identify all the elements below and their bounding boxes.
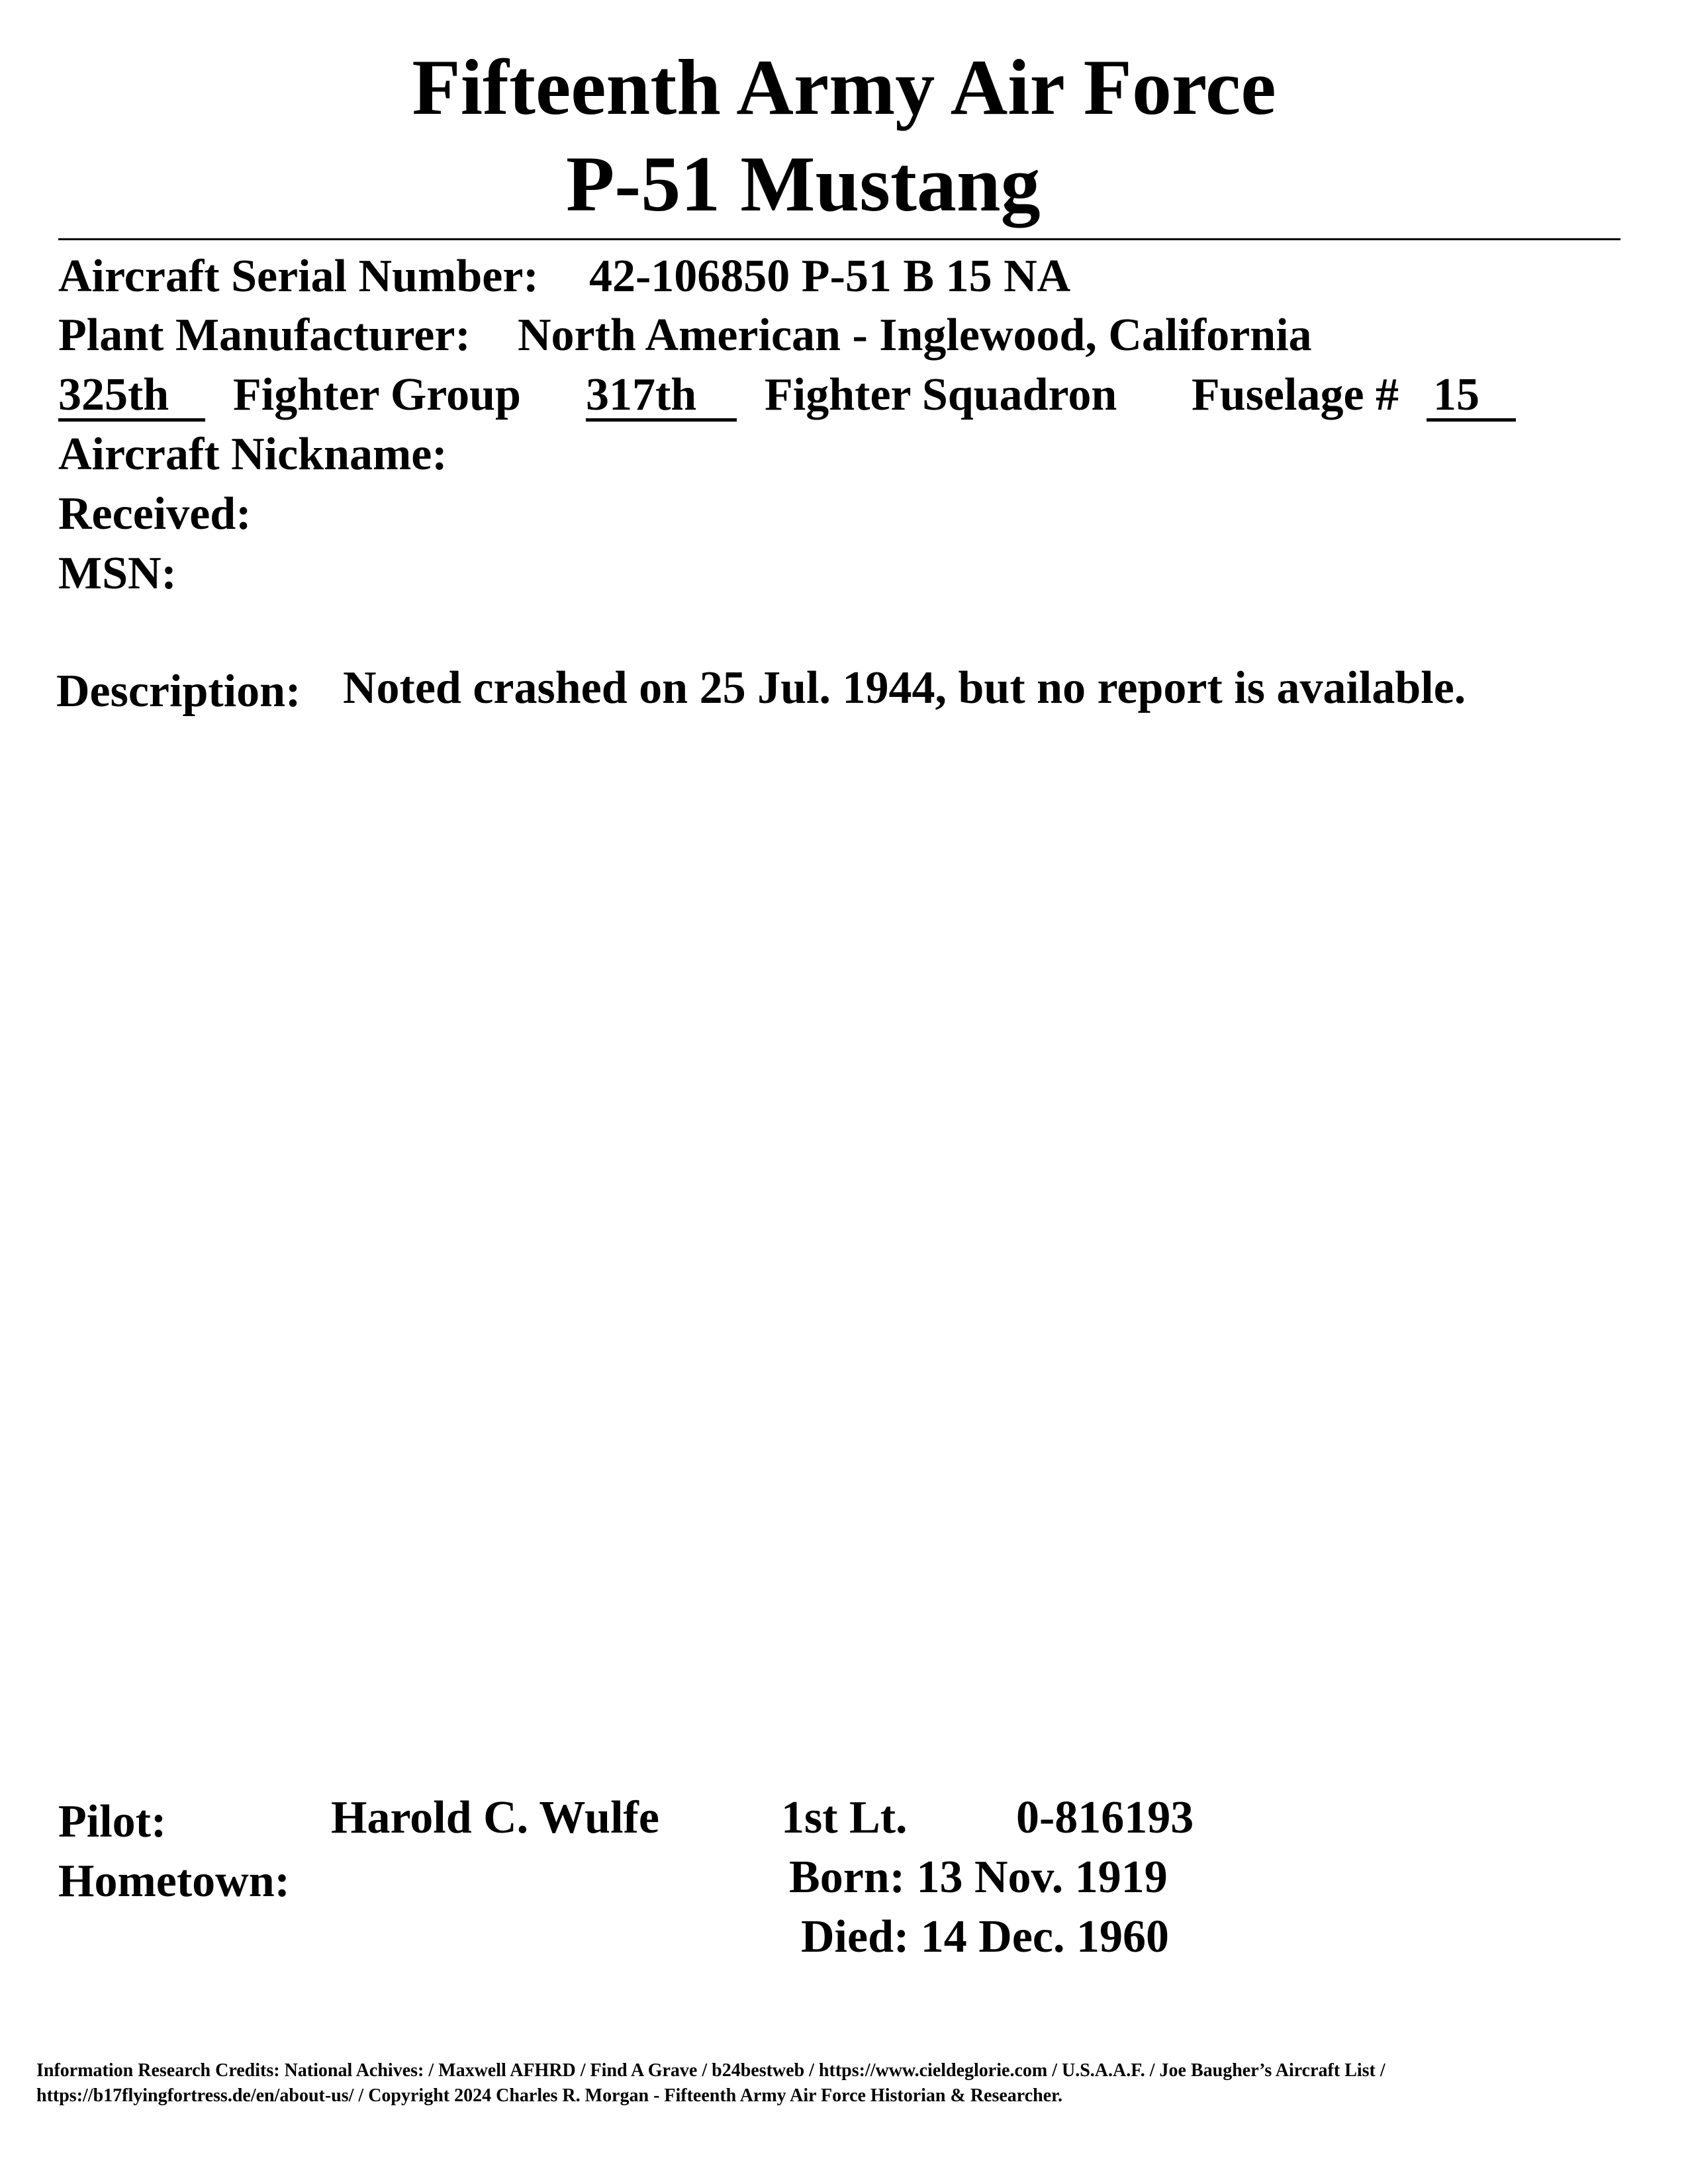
serial-value: 42-106850 P-51 B 15 NA xyxy=(589,251,1071,302)
credits-line-1: Information Research Credits: National Achives: / Maxwell AFHRD / Find A Grave / b24bestweb / https://www.cieldeglorie.com / U.S.A.A.F. / Joe Baugher’s Aircraft List / xyxy=(36,2060,1385,2081)
serial-label: Aircraft Serial Number: xyxy=(58,251,539,302)
squadron-value: 317th xyxy=(586,372,737,422)
hometown-label: Hometown: xyxy=(58,1856,290,1907)
description-text: Noted crashed on 25 Jul. 1944, but no report is available. xyxy=(343,662,1466,713)
group-value: 325th xyxy=(58,372,205,422)
msn-label: MSN: xyxy=(58,548,177,599)
group-label: Fighter Group xyxy=(233,369,521,420)
squadron-number xyxy=(586,369,737,422)
pilot-rank: 1st Lt. xyxy=(781,1792,908,1843)
fuselage-number xyxy=(1427,369,1516,422)
page-subtitle: P-51 Mustang xyxy=(566,140,1041,228)
manufacturer-value: North American - Inglewood, California xyxy=(518,310,1312,361)
pilot-label: Pilot: xyxy=(58,1796,167,1847)
fuselage-value: 15 xyxy=(1427,372,1516,422)
squadron-label: Fighter Squadron xyxy=(765,369,1117,420)
header-divider xyxy=(58,238,1620,240)
pilot-name: Harold C. Wulfe xyxy=(331,1792,659,1843)
pilot-died: Died: 14 Dec. 1960 xyxy=(801,1911,1170,1962)
group-number xyxy=(58,369,205,422)
nickname-label: Aircraft Nickname: xyxy=(58,429,447,480)
credits-line-2: https://b17flyingfortress.de/en/about-us/ / Copyright 2024 Charles R. Morgan - Fifteenth Army Air Force Historian & Researcher. xyxy=(36,2085,1062,2106)
description-label: Description: xyxy=(56,666,301,717)
fuselage-label: Fuselage # xyxy=(1192,369,1399,420)
pilot-service-number: 0-816193 xyxy=(1016,1792,1194,1843)
manufacturer-label: Plant Manufacturer: xyxy=(58,310,471,361)
pilot-born: Born: 13 Nov. 1919 xyxy=(789,1852,1168,1903)
received-label: Received: xyxy=(58,488,252,539)
page-title: Fifteenth Army Air Force xyxy=(412,43,1276,131)
